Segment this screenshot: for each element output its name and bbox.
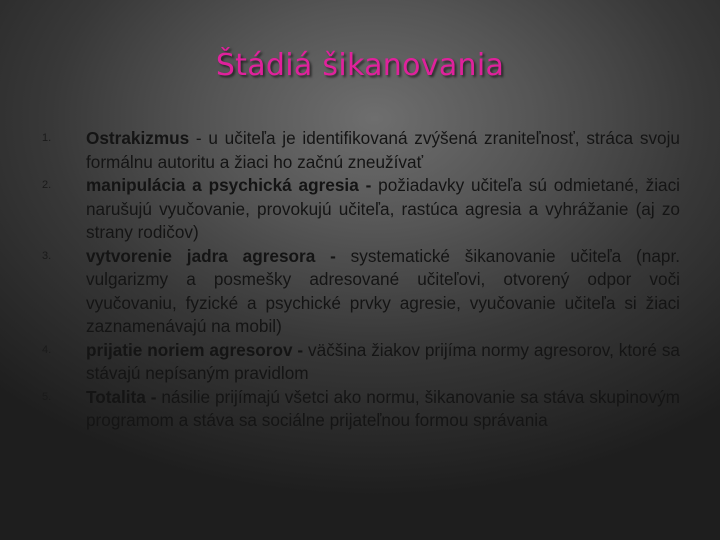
item-text <box>86 174 680 245</box>
item-term: Totalita - <box>86 386 157 407</box>
list-item <box>30 127 680 174</box>
item-term: Ostrakizmus <box>86 128 190 148</box>
item-number: 1. <box>42 132 52 144</box>
list-item <box>30 386 680 433</box>
item-number: 5. <box>42 390 52 403</box>
list-item <box>30 339 680 386</box>
item-number: 4. <box>42 343 52 356</box>
item-description: systematické šikanovanie učiteľa (napr. vulgarizmy a posmešky adresované učiteľovi, otvorený odpor voči vyučovaniu, fyzické a psychické prvky agresie, vyučovanie učiteľa si žiaci zaznamenávajú na mobil) <box>86 245 680 336</box>
list-item <box>30 174 680 245</box>
item-term: vytvorenie jadra agresora - <box>86 245 336 266</box>
item-term: prijatie noriem agresorov - <box>86 339 304 360</box>
item-number: 2. <box>42 179 52 191</box>
item-number: 3. <box>42 249 52 262</box>
item-text <box>86 386 680 433</box>
stages-list <box>30 127 680 433</box>
item-text <box>86 339 680 386</box>
item-description: väčšina žiakov prijíma normy agresorov, ktoré sa stávajú nepísaným pravidlom <box>86 339 680 383</box>
item-text <box>86 245 680 339</box>
item-text <box>86 127 680 174</box>
list-item <box>30 245 680 339</box>
item-description: požiadavky učiteľa sú odmietané, žiaci narušujú vyučovanie, provokujú učiteľa, rastúca agresia a vyhrážanie (aj zo strany rodičov) <box>86 175 680 242</box>
slide-title: Štádiá šikanovania <box>215 48 505 83</box>
item-description: násilie prijímajú všetci ako normu, šikanovanie sa stáva skupinovým programom a stáva sa sociálne prijateľnou formou správania <box>86 386 680 430</box>
item-description: - u učiteľa je identifikovaná zvýšená zraniteľnosť, stráca svoju formálnu autoritu a žiaci ho začnú zneužívať <box>86 128 680 172</box>
item-term: manipulácia a psychická agresia - <box>86 175 372 195</box>
